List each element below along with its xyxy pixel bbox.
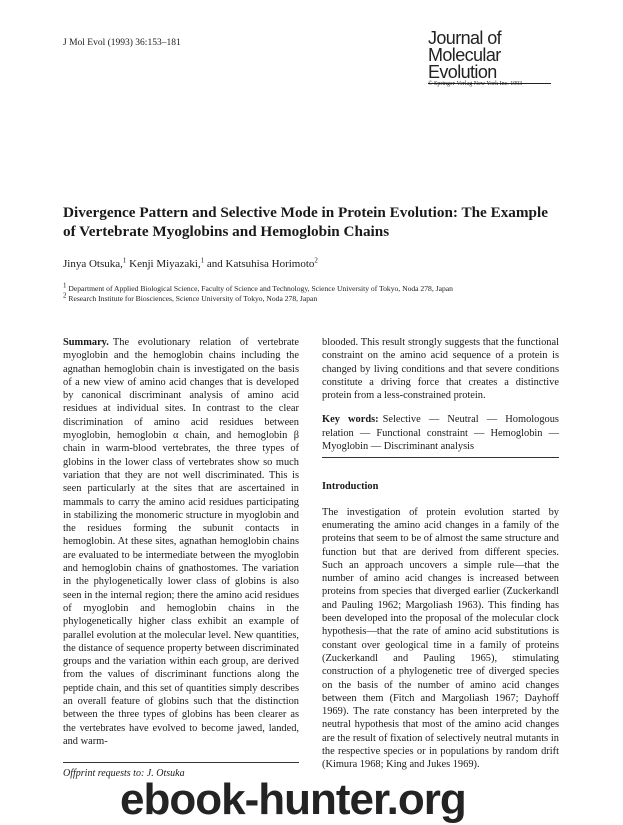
summary-column [63, 336, 299, 748]
author-list [63, 258, 318, 270]
affiliation-mark: 2 [63, 291, 67, 300]
keywords-divider [322, 457, 559, 458]
journal-logo [428, 30, 553, 84]
affiliation-2 [63, 291, 563, 303]
keywords-label: Key words: [322, 414, 379, 426]
author-affil-mark: 1 [122, 256, 127, 265]
offprint-note: Offprint requests to: J. Otsuka [63, 768, 185, 779]
summary-continuation: blooded. This result strongly suggests that the functional constraint on the amino acid sequence of a protein is changed by living conditions and that severe conditions constitute a driving force that creates a distinctive protein from a less-constrained protein. [322, 337, 559, 402]
summary-label: Summary. [63, 337, 109, 348]
affiliation-text: Department of Applied Biological Science, Faculty of Science and Technology, Science University of Tokyo, Noda 278, Japan [68, 284, 453, 293]
journal-citation: J Mol Evol (1993) 36:153–181 [63, 38, 181, 48]
summary-text: The evolutionary relation of vertebrate myoglobin and the hemoglobin chains including the agnathan hemoglobin chain is investigated on the basis of a new view of amino acid changes that is developed by canonical discriminant analysis of amino acid residues at individual sites. In contrast to the clear discrimination of amino acid residues between myoglobin, hemoglobin α chain, and hemoglobin β chain in warm-blood vertebrates, the three types of globins in the lower class of vertebrates show so much variation that they are not well discriminated. This is seen particularly at the sites that are ascertained in mammals to carry the amino acid residues participating in stabilizing the monomeric structure in myoglobin and the residues forming the subunit contacts in hemoglobin. At these sites, agnathan hemoglobin chains are evaluated to be intermediate between the myoglobin and hemoglobin chains of gnathostomes. The variation in the phylogenetically lower class of globins is also seen in the internal region; there the amino acid residues of myoglobin and hemoglobin chains in the phylogenetically higher class exhibit an example of parallel evolution at the molecular level. New quantities, the distance of sequence property between discriminated groups and the variation within each group, are derived from the values of discriminant functions along the peptide chain, and this set of quantities simply describes an overall feature of globins such that the distinction between the three types of globins has been clearer as the vertebrates have evolved to become jawed, landed, and warm- [63, 337, 299, 747]
keywords-text: Selective — Neutral — Homologous relation — Functional constraint — Hemoglobin — Myoglobin — Discriminant analysis [322, 414, 559, 453]
author-name: Kenji Miyazaki, [129, 258, 201, 270]
footnote-divider [63, 762, 299, 763]
introduction-heading: Introduction [322, 481, 379, 493]
affiliation-1 [63, 281, 563, 293]
affiliation-mark: 1 [63, 281, 67, 290]
keywords-paragraph [322, 413, 559, 453]
summary-paragraph [63, 336, 299, 748]
article-title: Divergence Pattern and Selective Mode in Protein Evolution: The Example of Vertebrate Myoglobins and Hemoglobin Chains [63, 204, 548, 240]
watermark-text: ebook-hunter.org [120, 775, 466, 824]
author-affil-mark: 1 [200, 256, 205, 265]
introduction-text: The investigation of protein evolution started by enumerating the amino acid changes in a family of the proteins that seem to be of almost the same structure and function but that are derived from different species. Such an approach uncovers a simple rule—that the number of amino acid changes is increased between proteins from species that diverged earlier (Zuckerkandl and Pauling 1962; Margoliash 1963). This finding has been developed into the proposal of the molecular clock hypothesis—that the rate of amino acid substitutions is constant over geological time in a family of proteins (Zuckerkandl and Pauling 1965), stimulating construction of a phylogenetic tree of diverged species on the basis of the number of amino acid changes between them (Fitch and Margoliash 1967; Dayhoff 1969). The rate constancy has been interpreted by the neutral hypothesis that most of the amino acid changes are the result of fixation of selectively neutral mutants in the respective species or in populations by random drift (Kimura 1968; King and Jukes 1969). [322, 506, 559, 771]
affiliation-text: Research Institute for Biosciences, Science University of Tokyo, Noda 278, Japan [68, 294, 318, 303]
author-affil-mark: 2 [314, 256, 318, 265]
journal-logo-line1: Journal of [428, 28, 502, 48]
author-name: and Katsuhisa Horimoto [206, 258, 315, 270]
right-column [322, 336, 559, 772]
author-name: Jinya Otsuka, [63, 258, 123, 270]
journal-logo-line2: Molecular Evolution [428, 45, 501, 82]
copyright-notice: © Springer-Verlag New York Inc. 1993 [428, 81, 523, 87]
